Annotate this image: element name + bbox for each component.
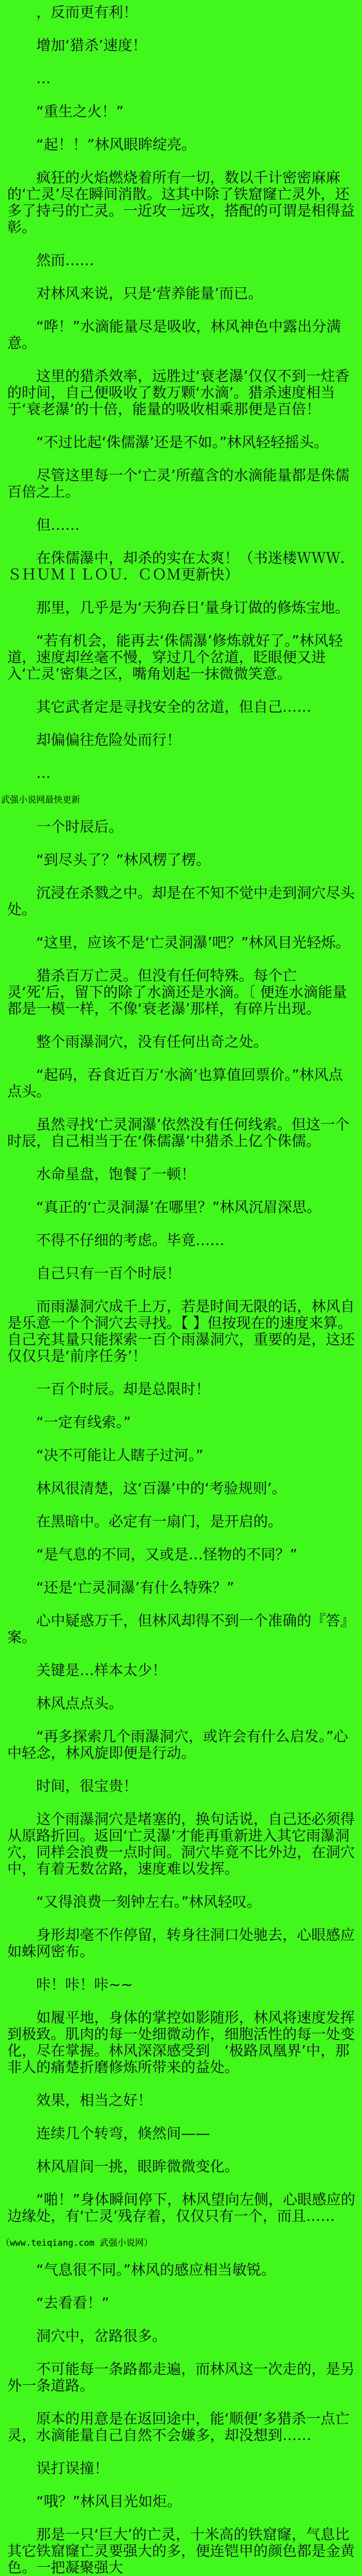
novel-paragraph: “再多探索几个雨瀑洞穴，或许会有什么启发。”心中轻念，林风旋即便是行动。 bbox=[7, 1728, 349, 1761]
novel-paragraph: 这里的猎杀效率，远胜过‘衰老瀑’仅仅不到一炷香的时间，自己便吸收了数万颗‘水滴’。猎杀速度相当于‘衰老瀑’的十倍，能量的吸收相乘那便是百倍！ bbox=[7, 367, 350, 418]
novel-paragraph: 一百个时辰。却是总限时！ bbox=[36, 1381, 210, 1398]
novel-paragraph: 咔！咔！咔~~ bbox=[36, 1976, 133, 1993]
novel-paragraph: “不过比起‘侏儒瀑’还是不如。”林风轻轻摇头。 bbox=[36, 434, 328, 451]
novel-paragraph: “起码，吞食近百万‘水滴’也算值回票价。”林风点点头。 bbox=[7, 1066, 343, 1100]
novel-paragraph: 疯狂的火焰燃烧着所有一切，数以千计密密麻麻的‘亡灵’尽在瞬间消散。这其中除了铁窟窿亡灵外，还多了持弓的亡灵。一近攻一远攻，搭配的可谓是相得益彰。 bbox=[7, 169, 355, 236]
novel-paragraph: 整个雨瀑洞穴，没有任何出奇之处。 bbox=[36, 1033, 268, 1050]
novel-paragraph: “起！！”林风眼眸绽亮。 bbox=[36, 136, 197, 153]
novel-paragraph: “气息很不同。”林风的感应相当敏锐。 bbox=[36, 2261, 276, 2278]
novel-paragraph: 这个雨瀑洞穴是堵塞的，换句话说，自己还必须得从原路折回。返回‘亡灵瀑’才能再重新进入其它雨瀑洞穴，同样会浪费一点时间。洞穴毕竟不比外边，在洞穴中，有着无数岔路，速度难以发挥。 bbox=[7, 1811, 355, 1877]
novel-paragraph: ，反而更有利！ bbox=[36, 4, 138, 21]
novel-paragraph: 对林风来说，只是‘营养能量’而已。 bbox=[36, 285, 263, 302]
novel-paragraph: “是气息的不同，又或是…怪物的不同？” bbox=[36, 1546, 298, 1563]
site-watermark-text: （www.teiqiang.com 武强小说网） bbox=[1, 2238, 153, 2248]
novel-paragraph: 不得不仔细的考虑。毕竟…… bbox=[36, 1232, 225, 1249]
novel-paragraph: “真正的‘亡灵洞瀑’在哪里？”林风沉眉深思。 bbox=[36, 1199, 321, 1216]
site-watermark-text: 武强小说网最快更新 bbox=[1, 795, 80, 805]
novel-paragraph: 林风点点头。 bbox=[36, 1695, 124, 1712]
novel-paragraph: 尽管这里每一个‘亡灵’所蕴含的水滴能量都是侏儒百倍之上。 bbox=[7, 467, 350, 500]
novel-paragraph: 林风眉间一挑，眼眸微微变化。 bbox=[36, 2158, 239, 2175]
novel-paragraph: 那是一只‘巨大’的亡灵，十米高的铁窟窿，气息比其它铁窟窿亡灵要强大的多，便连铠甲的颜色都是金黄色。一把凝聚强大 bbox=[7, 2526, 355, 2576]
novel-paragraph: 沉浸在杀戮之中。却是在不知不觉中走到洞穴尽头处。 bbox=[7, 884, 355, 918]
novel-paragraph: 那里，几乎是为‘天狗吞日’量身订做的修炼宝地。 bbox=[36, 599, 350, 616]
novel-paragraph: “决不可能让人瞎子过河。” bbox=[36, 1447, 204, 1464]
novel-paragraph: 自己只有一百个时辰！ bbox=[36, 1265, 182, 1282]
novel-paragraph: “重生之火！” bbox=[36, 103, 124, 120]
novel-paragraph: 关键是…样本太少！ bbox=[36, 1662, 167, 1679]
novel-paragraph: 在黑暗中。必定有一扇门，是开启的。 bbox=[36, 1513, 283, 1530]
novel-paragraph: “这里，应该不是‘亡灵洞瀑’吧？”林风目光轻烁。 bbox=[36, 934, 350, 951]
novel-paragraph: 增加‘猎杀’速度！ bbox=[36, 37, 147, 54]
novel-paragraph: “哦？”林风目光如炬。 bbox=[36, 2493, 182, 2510]
novel-paragraph: 原本的用意是在返回途中，能‘顺便’多猎杀一点亡灵，水滴能量自己自然不会嫌多，却没想到…… bbox=[7, 2410, 350, 2444]
novel-paragraph: 虽然寻找‘亡灵洞瀑’依然没有任何线索。但这一个时辰，自己相当于在‘侏儒瀑’中猎杀上亿个侏儒。 bbox=[7, 1116, 350, 1149]
novel-paragraph: 连续几个转弯，倏然间—— bbox=[36, 2125, 210, 2142]
novel-paragraph: “一定有线索。” bbox=[36, 1414, 131, 1431]
novel-paragraph: 洞穴中，岔路很多。 bbox=[36, 2327, 167, 2344]
novel-paragraph: 效果，相当之好！ bbox=[36, 2092, 153, 2109]
novel-paragraph: 林风很清楚，这‘百瀑’中的‘考验规则’。 bbox=[36, 1480, 286, 1497]
novel-paragraph: “啪！”身体瞬间停下，林风望向左侧，心眼感应的边缘处，有‘亡灵’残存着，仅仅只有一个，而且…… bbox=[7, 2191, 356, 2225]
novel-paragraph: “哗！”水滴能量尽是吸收，林风神色中露出分满意。 bbox=[7, 318, 341, 351]
novel-paragraph: 其它武者定是寻找安全的岔道，但自己…… bbox=[36, 698, 312, 715]
novel-paragraph: 猎杀百万亡灵。但没有任何特殊。每个亡灵‘死’后，留下的除了水滴还是水滴。〔 便连水滴能量都是一模一样，不像‘衰老瀑’那样，有碎片出现。 bbox=[7, 967, 347, 1017]
novel-paragraph: 却偏偏往危险处而行！ bbox=[36, 731, 182, 748]
ellipsis-separator: … bbox=[36, 70, 52, 87]
novel-paragraph: 身形却毫不作停留，转身往洞口处驰去，心眼感应如蛛网密布。 bbox=[7, 1926, 355, 1960]
novel-paragraph: 不可能每一条路都走遍，而林风这一次走的，是另外一条道路。 bbox=[7, 2360, 355, 2394]
ellipsis-separator: … bbox=[36, 764, 52, 781]
novel-paragraph: “若有机会，能再去‘侏儒瀑’修炼就好了。”林风轻道，速度却丝毫不慢，穿过几个岔道，眨眼便又进入‘亡灵’密集之区，嘴角划起一抹微微笑意。 bbox=[7, 632, 343, 682]
novel-paragraph: 心中疑惑万千，但林风却得不到一个准确的『答』案。 bbox=[7, 1612, 355, 1646]
novel-paragraph: 但…… bbox=[36, 516, 80, 533]
novel-paragraph: “还是‘亡灵洞瀑’有什么特殊？” bbox=[36, 1579, 234, 1596]
novel-text-body bbox=[1, 4, 357, 2576]
novel-paragraph: “又得浪费一刻钟左右。”林风轻叹。 bbox=[36, 1893, 262, 1910]
novel-paragraph: “到尽头了？”林风楞了楞。 bbox=[36, 851, 211, 868]
novel-paragraph: “去看看！” bbox=[36, 2294, 110, 2311]
novel-paragraph: 误打误撞！ bbox=[36, 2460, 109, 2477]
novel-paragraph: 水命星盘，饱餐了一顿！ bbox=[36, 1166, 196, 1183]
novel-paragraph: 在侏儒瀑中，却杀的实在太爽！（书迷楼ＷＷＷ．ＳＨＵＭＩＬＯＵ．ＣＯＭ更新快） bbox=[7, 549, 355, 583]
novel-paragraph: 而雨瀑洞穴成千上万，若是时间无限的话，林风自是乐意一个个洞穴去寻找。【 】但按现在的速度来算。自己充其量只能探索一百个雨瀑洞穴，重要的是，这还仅仅只是‘前序任务’！ bbox=[7, 1298, 355, 1364]
novel-paragraph: 然而…… bbox=[36, 252, 95, 269]
novel-paragraph: 时间，很宝贵！ bbox=[36, 1777, 138, 1795]
novel-paragraph: 一个时辰后。 bbox=[36, 818, 124, 835]
novel-paragraph: 如履平地，身体的掌控如影随形，林风将速度发挥到极致。肌肉的每一处细微动作，细胞活性的每一处变化，尽在掌握。林风深深感受到 ‘极路凤凰界’中，那非人的痛楚折磨修炼所带来的益处。 bbox=[7, 2009, 355, 2076]
